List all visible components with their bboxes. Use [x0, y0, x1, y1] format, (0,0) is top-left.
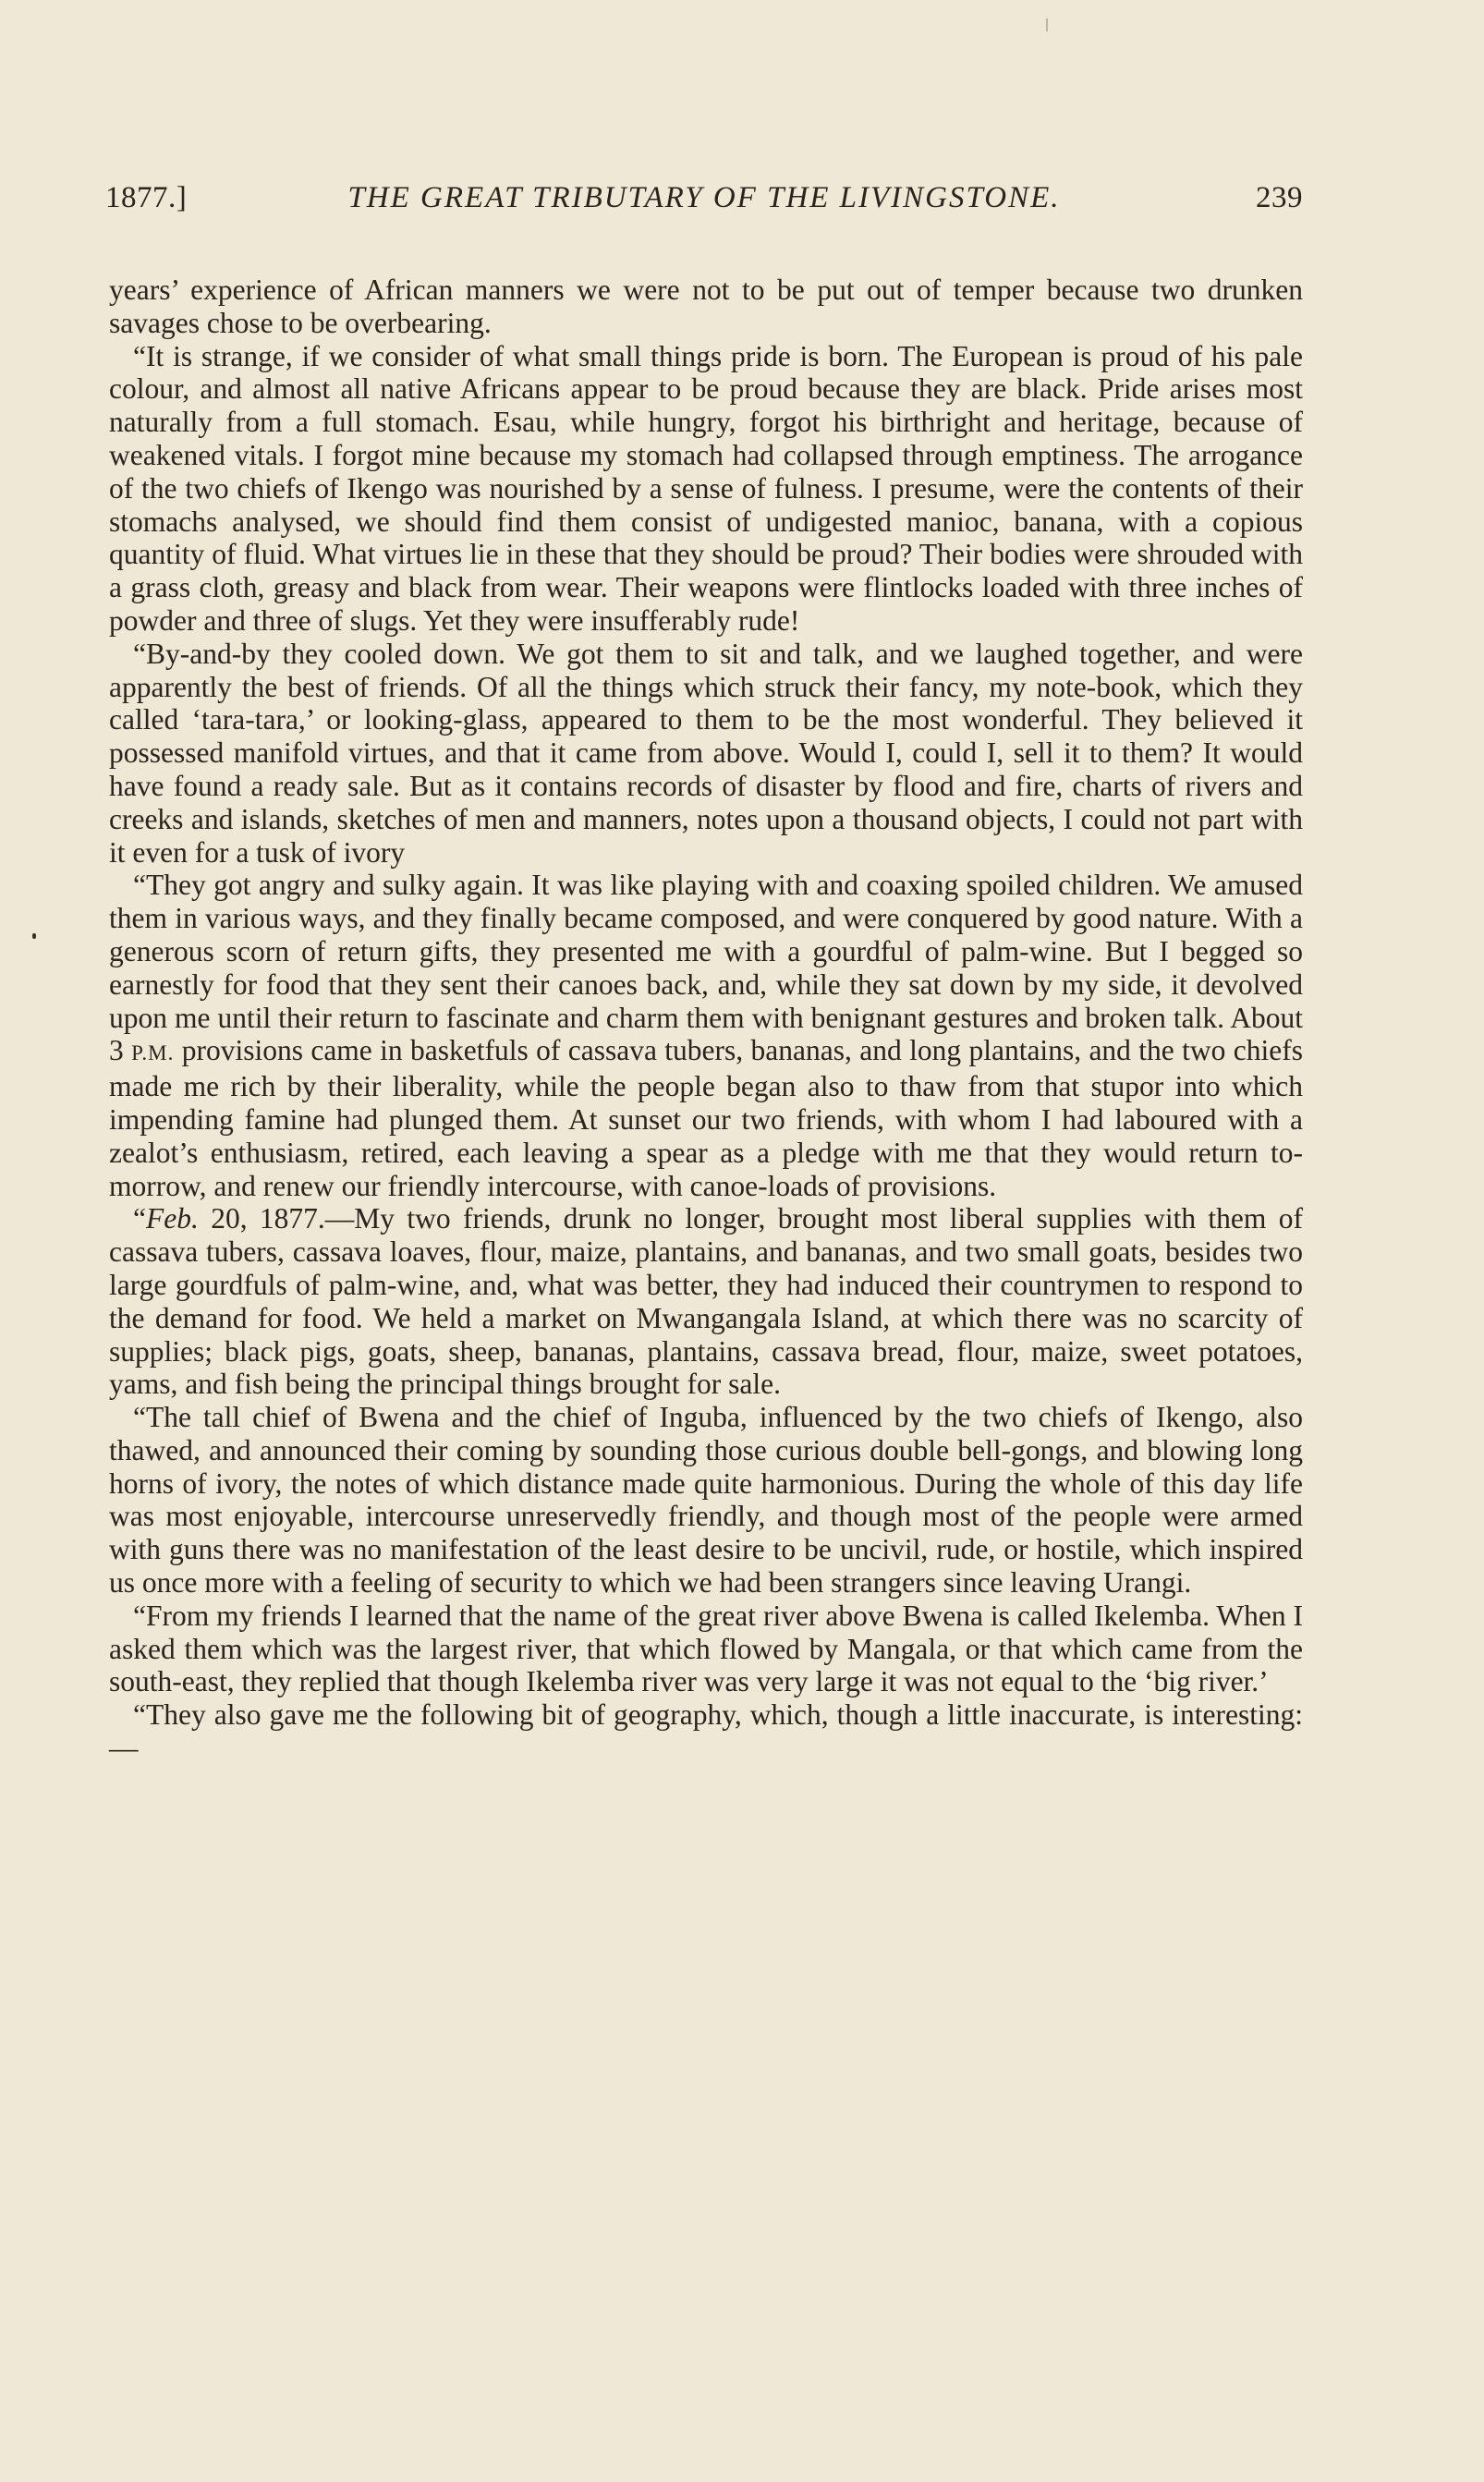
margin-dot [32, 933, 36, 939]
time-abbrev: P.M. [131, 1041, 175, 1065]
margin-mark [1046, 18, 1048, 31]
date-month: Feb. [145, 1202, 199, 1235]
body-text [109, 274, 1303, 1765]
paragraph-text: 20, 1877.—My two friends, drunk no longer, brought most liberal supplies with them of cassava tubers, cassava loaves, flour, maize, plantains, and bananas, and two small goats, besides two large gourdfuls of palm-wine, and, what was better, they had induced their countrymen to respond to the demand for food. We held a market on Mwangangala Island, at which there was no scarcity of supplies; black pigs, goats, sheep, bananas, plantains, cassava bread, flour, maize, sweet potatoes, yams, and fish being the principal things brought for sale. [109, 1202, 1303, 1401]
open-quote: “ [133, 1202, 146, 1235]
paragraph-text: provisions came in basketfuls of cassava tubers, bananas, and long plantains, and the two chiefs made me rich by their liberality, while the people began also to thaw from that stupor into which impending famine had plunged them. At sunset our two friends, with whom I had laboured with a zealot’s enthusiasm, retired, each leaving a spear as a pledge with me that they would return to-morrow, and renew our friendly intercourse, with canoe-loads of provisions. [109, 1034, 1303, 1202]
header-title: THE GREAT TRIBUTARY OF THE LIVINGSTONE. [347, 181, 1061, 214]
paragraph: years’ experience of African manners we were not to be put out of temper because two drunken savages chose to be overbearing. [109, 274, 1303, 339]
diary-entry [109, 1202, 1303, 1401]
paragraph: “The tall chief of Bwena and the chief of Inguba, influenced by the two chiefs of Ikengo, also thawed, and announced their coming by sounding those curious double bell-gongs, and blowing long horns of ivory, the notes of which distance made quite harmonious. During the whole of this day life was most enjoyable, intercourse unreservedly friendly, and though most of the people were armed with guns there was no manifestation of the least desire to be uncivil, rude, or hostile, which inspired us once more with a feeling of security to which we had been strangers since leaving Urangi. [109, 1401, 1303, 1600]
paragraph-text: “They got angry and sulky again. It was like playing with and coaxing spoiled children. We amused them in various ways, and they finally became composed, and were conquered by good nature. With a generous scorn of return gifts, they presented me with a gourdful of palm-wine. But I begged so earnestly for food that they sent their canoes back, and, while they sat down by my side, it devolved upon me until their return to fascinate and charm them with benignant gestures and broken talk. About 3 [109, 869, 1303, 1067]
paragraph [109, 869, 1303, 1202]
paragraph: “From my friends I learned that the name of the great river above Bwena is called Ikelemba. When I asked them which was the largest river, that which flowed by Mangala, or that which came from the south-east, they replied that though Ikelemba river was very large it was not equal to the ‘big river.’ [109, 1599, 1303, 1698]
paragraph: “They also gave me the following bit of geography, which, though a little inaccurate, is interesting:— [109, 1698, 1303, 1765]
paragraph: “It is strange, if we consider of what small things pride is born. The European is proud of his pale colour, and almost all native Africans appear to be proud because they are black. Pride arises most naturally from a full stomach. Esau, while hungry, forgot his birthright and heritage, because of weakened vitals. I forgot mine because my stomach had collapsed through emptiness. The arrogance of the two chiefs of Ikengo was nourished by a sense of fulness. I presume, were the contents of their stomachs analysed, we should find them consist of undigested manioc, banana, with a copious quantity of fluid. What virtues lie in these that they should be proud? Their bodies were shrouded with a grass cloth, greasy and black from wear. Their weapons were flintlocks loaded with three inches of powder and three of slugs. Yet they were insufferably rude! [109, 339, 1303, 637]
paragraph: “By-and-by they cooled down. We got them to sit and talk, and we laughed together, and were apparently the best of friends. Of all the things which struck their fancy, my note-book, which they called ‘tara-tara,’ or looking-glass, appeared to them to be the most wonderful. They believed it possessed manifold virtues, and that it came from above. Would I, could I, sell it to them? It would have found a ready sale. But as it contains records of disaster by flood and fire, charts of rivers and creeks and islands, sketches of men and manners, notes upon a thousand objects, I could not part with it even for a tusk of ivory [109, 637, 1303, 869]
header-year: 1877.] [105, 181, 188, 214]
page-number: 239 [1256, 181, 1303, 214]
running-header [105, 181, 1303, 227]
